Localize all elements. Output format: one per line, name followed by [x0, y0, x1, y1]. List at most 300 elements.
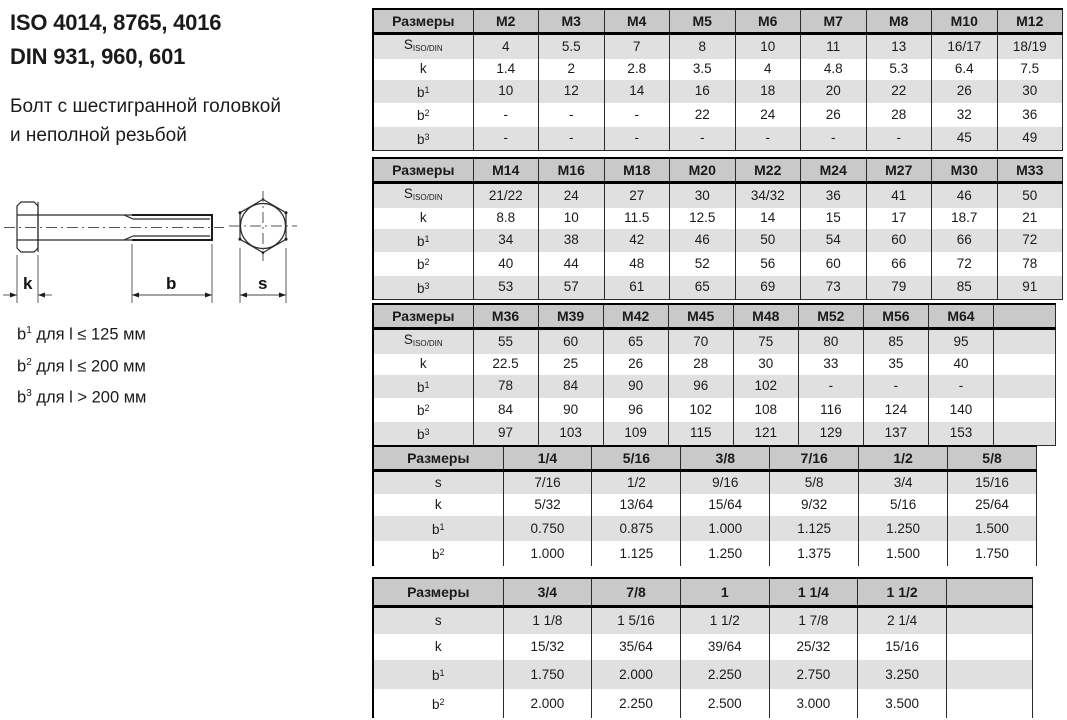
spec-value: 72 [932, 252, 998, 275]
spec-value: 34/32 [735, 183, 801, 209]
empty-header-cell [994, 304, 1056, 329]
empty-cell [947, 660, 1033, 689]
spec-row [373, 471, 1037, 495]
spec-value: 121 [733, 422, 798, 446]
spec-value: 2 1/4 [858, 607, 947, 635]
spec-value: 27 [604, 183, 670, 209]
size-column-header: M14 [473, 158, 539, 183]
row-label: s [434, 475, 442, 490]
spec-value: 39/64 [680, 634, 769, 660]
size-column-header: 7/8 [592, 578, 681, 607]
spec-value: 129 [798, 422, 863, 446]
spec-value: 2.000 [503, 689, 592, 718]
spec-row [373, 354, 1056, 374]
spec-value: 16 [670, 80, 736, 103]
size-column-header: M12 [997, 9, 1063, 34]
spec-value: 1.500 [948, 516, 1037, 541]
spec-table-metric-m36-m64 [372, 303, 1056, 446]
spec-value: - [473, 127, 539, 151]
spec-value: 79 [866, 276, 932, 300]
spec-value: 11.5 [604, 208, 670, 228]
note-b1: $b^1$ для l ≤ 125 мм [17, 325, 146, 344]
spec-value: 72 [997, 229, 1063, 252]
row-label: $S_{ISO/DIN}$ [403, 332, 443, 348]
spec-value: 22 [670, 103, 736, 126]
spec-value: 25 [538, 354, 603, 374]
empty-header-cell [947, 578, 1033, 607]
spec-row [373, 422, 1056, 446]
spec-value: 84 [538, 375, 603, 398]
row-label: $b^2$ [416, 257, 430, 273]
spec-value: 1 1/8 [503, 607, 592, 635]
spec-row [373, 329, 1056, 355]
empty-cell [994, 375, 1056, 398]
empty-cell [994, 354, 1056, 374]
spec-value: 10 [539, 208, 605, 228]
spec-value: 1 5/16 [592, 607, 681, 635]
size-column-header: 1 1/4 [769, 578, 858, 607]
spec-row [373, 208, 1063, 228]
size-column-header: M30 [932, 158, 998, 183]
spec-row [373, 252, 1063, 275]
spec-value: - [798, 375, 863, 398]
spec-row [373, 516, 1037, 541]
spec-value: 0.875 [592, 516, 681, 541]
row-label: $b^2$ [431, 697, 445, 712]
spec-value: 8.8 [473, 208, 539, 228]
subtitle-line-1: Болт с шестигранной головкой [10, 96, 281, 117]
spec-value: 10 [473, 80, 539, 103]
spec-value: 2.500 [680, 689, 769, 718]
spec-value: 1.750 [948, 541, 1037, 566]
spec-value: 85 [863, 329, 928, 355]
spec-value: 3.250 [858, 660, 947, 689]
spec-value: 65 [670, 276, 736, 300]
spec-value: 32 [932, 103, 998, 126]
spec-value: 1 1/2 [680, 607, 769, 635]
size-column-header: 3/4 [503, 578, 592, 607]
size-column-header: M42 [603, 304, 668, 329]
spec-row [373, 80, 1063, 103]
bolt-technical-drawing [0, 182, 330, 310]
size-column-header: M39 [538, 304, 603, 329]
spec-value: 28 [668, 354, 733, 374]
spec-value: 2.8 [604, 59, 670, 79]
spec-value: 140 [928, 398, 993, 421]
spec-value: 36 [801, 183, 867, 209]
spec-value: 73 [801, 276, 867, 300]
spec-value: 2.250 [680, 660, 769, 689]
size-column-header: 3/8 [681, 446, 770, 471]
subtitle-line-2: и неполной резьбой [10, 125, 187, 146]
spec-value: 42 [604, 229, 670, 252]
spec-value: 96 [668, 375, 733, 398]
spec-value: 1.750 [503, 660, 592, 689]
dimension-table [372, 8, 1063, 151]
spec-value: 9/32 [770, 494, 859, 516]
size-column-header: M56 [863, 304, 928, 329]
dimension-k [3, 255, 52, 303]
spec-value: 25/64 [948, 494, 1037, 516]
spec-value: 15/16 [948, 471, 1037, 495]
note-b2: $b^2$ для l ≤ 200 мм [17, 356, 146, 375]
spec-row [373, 398, 1056, 421]
row-label: $b^3$ [416, 280, 430, 296]
spec-table-metric-m14-m33 [372, 157, 1063, 300]
length-notes [17, 317, 146, 412]
spec-value: 16/17 [932, 34, 998, 60]
size-column-header: M45 [668, 304, 733, 329]
spec-value: - [863, 375, 928, 398]
spec-value: - [604, 127, 670, 151]
spec-value: 75 [733, 329, 798, 355]
row-label-header: Размеры [373, 304, 473, 329]
spec-value: 15 [801, 208, 867, 228]
size-column-header: M20 [670, 158, 736, 183]
size-column-header: M16 [539, 158, 605, 183]
spec-row [373, 59, 1063, 79]
spec-value: 78 [997, 252, 1063, 275]
dimension-table [372, 303, 1056, 446]
spec-value: 14 [604, 80, 670, 103]
row-label: s [434, 613, 442, 628]
spec-value: 80 [798, 329, 863, 355]
spec-value: 41 [866, 183, 932, 209]
size-column-header: 1/4 [503, 446, 592, 471]
spec-value: 3.500 [858, 689, 947, 718]
spec-value: 97 [473, 422, 538, 446]
spec-row [373, 541, 1037, 566]
row-label-header: Размеры [373, 578, 503, 607]
spec-value: 95 [928, 329, 993, 355]
row-label: k [419, 356, 427, 372]
row-label: k [434, 639, 442, 654]
spec-value: 2.000 [592, 660, 681, 689]
spec-value: 2.750 [769, 660, 858, 689]
spec-value: 103 [538, 422, 603, 446]
row-label: $b^1$ [416, 379, 430, 395]
spec-value: - [604, 103, 670, 126]
spec-value: 46 [670, 229, 736, 252]
row-label: k [434, 497, 442, 512]
spec-value: 45 [932, 127, 998, 151]
spec-value: 0.750 [503, 516, 592, 541]
size-column-header: M27 [866, 158, 932, 183]
spec-value: 1.500 [859, 541, 948, 566]
spec-value: 48 [604, 252, 670, 275]
row-label-header: Размеры [373, 158, 473, 183]
spec-value: - [735, 127, 801, 151]
row-label: $b^2$ [416, 403, 430, 419]
spec-value: - [801, 127, 867, 151]
size-column-header: M5 [670, 9, 736, 34]
spec-value: 35/64 [592, 634, 681, 660]
spec-value: 24 [539, 183, 605, 209]
spec-value: 18.7 [932, 208, 998, 228]
empty-cell [947, 689, 1033, 718]
spec-value: 12 [539, 80, 605, 103]
empty-cell [947, 607, 1033, 635]
spec-value: 20 [801, 80, 867, 103]
spec-value: 28 [866, 103, 932, 126]
spec-value: 65 [603, 329, 668, 355]
spec-value: 10 [735, 34, 801, 60]
spec-value: 115 [668, 422, 733, 446]
spec-value: 7 [604, 34, 670, 60]
row-label: $b^1$ [416, 233, 430, 249]
spec-value: 46 [932, 183, 998, 209]
spec-value: 13/64 [592, 494, 681, 516]
spec-value: 40 [473, 252, 539, 275]
spec-value: 1.250 [681, 541, 770, 566]
empty-cell [994, 329, 1056, 355]
spec-value: 1.250 [859, 516, 948, 541]
spec-value: 52 [670, 252, 736, 275]
size-column-header: M8 [866, 9, 932, 34]
spec-value: 14 [735, 208, 801, 228]
row-label: $S_{ISO/DIN}$ [403, 37, 443, 53]
row-label: k [419, 210, 427, 226]
spec-value: 17 [866, 208, 932, 228]
spec-value: 91 [997, 276, 1063, 300]
size-column-header: M22 [735, 158, 801, 183]
spec-value: 7.5 [997, 59, 1063, 79]
spec-value: 50 [735, 229, 801, 252]
spec-value: 55 [473, 329, 538, 355]
spec-table-inch-small [372, 445, 1037, 566]
size-column-header: M36 [473, 304, 538, 329]
spec-value: 34 [473, 229, 539, 252]
spec-value: 57 [539, 276, 605, 300]
size-column-header: M7 [801, 9, 867, 34]
spec-value: 7/16 [503, 471, 592, 495]
spec-value: 5/32 [503, 494, 592, 516]
spec-value: - [928, 375, 993, 398]
spec-row [373, 127, 1063, 151]
spec-row [373, 34, 1063, 60]
spec-value: 1.4 [473, 59, 539, 79]
spec-row [373, 607, 1033, 635]
spec-row [373, 183, 1063, 209]
spec-value: 15/64 [681, 494, 770, 516]
spec-value: 4 [473, 34, 539, 60]
spec-row [373, 229, 1063, 252]
spec-value: 78 [473, 375, 538, 398]
spec-value: 69 [735, 276, 801, 300]
spec-value: 44 [539, 252, 605, 275]
row-label: k [419, 61, 427, 77]
spec-value: 1/2 [592, 471, 681, 495]
spec-value: 30 [670, 183, 736, 209]
spec-value: - [866, 127, 932, 151]
spec-value: 26 [932, 80, 998, 103]
spec-value: - [473, 103, 539, 126]
spec-value: 26 [603, 354, 668, 374]
spec-value: 53 [473, 276, 539, 300]
spec-value: 60 [866, 229, 932, 252]
row-label: $S_{ISO/DIN}$ [403, 186, 443, 202]
size-column-header: 1 [680, 578, 769, 607]
spec-value: 153 [928, 422, 993, 446]
row-label: $b^3$ [416, 131, 430, 147]
spec-value: 85 [932, 276, 998, 300]
size-column-header: M18 [604, 158, 670, 183]
size-column-header: 5/8 [948, 446, 1037, 471]
empty-cell [947, 634, 1033, 660]
spec-value: 50 [997, 183, 1063, 209]
spec-value: 70 [668, 329, 733, 355]
spec-value: 18/19 [997, 34, 1063, 60]
size-column-header: M33 [997, 158, 1063, 183]
dim-label-s: s [258, 274, 268, 293]
spec-value: 35 [863, 354, 928, 374]
spec-value: 56 [735, 252, 801, 275]
note-b3: $b^3$ для l > 200 мм [17, 388, 147, 407]
size-column-header: M4 [604, 9, 670, 34]
spec-value: 3.5 [670, 59, 736, 79]
title-line-iso: ISO 4014, 8765, 4016 [10, 10, 222, 35]
spec-value: 24 [735, 103, 801, 126]
spec-row [373, 634, 1033, 660]
spec-value: 22 [866, 80, 932, 103]
empty-cell [994, 422, 1056, 446]
spec-value: 54 [801, 229, 867, 252]
spec-value: 90 [603, 375, 668, 398]
empty-cell [994, 398, 1056, 421]
size-column-header: 7/16 [770, 446, 859, 471]
spec-value: 8 [670, 34, 736, 60]
spec-value: 4.8 [801, 59, 867, 79]
row-label-header: Размеры [373, 446, 503, 471]
dimension-table [372, 577, 1033, 718]
spec-value: 18 [735, 80, 801, 103]
spec-value: 66 [932, 229, 998, 252]
spec-value: 84 [473, 398, 538, 421]
spec-value: 3/4 [859, 471, 948, 495]
spec-value: 2 [539, 59, 605, 79]
spec-value: 25/32 [769, 634, 858, 660]
spec-value: 124 [863, 398, 928, 421]
spec-value: 36 [997, 103, 1063, 126]
spec-value: 3.000 [769, 689, 858, 718]
spec-value: 26 [801, 103, 867, 126]
spec-value: - [539, 103, 605, 126]
size-column-header: 5/16 [592, 446, 681, 471]
spec-value: 5.5 [539, 34, 605, 60]
spec-value: 108 [733, 398, 798, 421]
spec-row [373, 276, 1063, 300]
spec-value: 5/8 [770, 471, 859, 495]
spec-row [373, 375, 1056, 398]
spec-row [373, 103, 1063, 126]
size-column-header: 1 1/2 [858, 578, 947, 607]
spec-value: 21 [997, 208, 1063, 228]
spec-value: 15/16 [858, 634, 947, 660]
spec-value: 96 [603, 398, 668, 421]
size-column-header: M2 [473, 9, 539, 34]
spec-value: 1.125 [592, 541, 681, 566]
row-label: $b^1$ [431, 522, 445, 537]
spec-value: 49 [997, 127, 1063, 151]
spec-value: 38 [539, 229, 605, 252]
row-label: $b^2$ [431, 547, 445, 562]
spec-value: 60 [538, 329, 603, 355]
spec-value: 5.3 [866, 59, 932, 79]
spec-value: 6.4 [932, 59, 998, 79]
spec-value: 116 [798, 398, 863, 421]
spec-row [373, 660, 1033, 689]
spec-value: 9/16 [681, 471, 770, 495]
spec-value: 1.000 [681, 516, 770, 541]
size-column-header: M24 [801, 158, 867, 183]
dimension-table [372, 445, 1037, 566]
spec-value: 61 [604, 276, 670, 300]
spec-table-metric-m2-m12 [372, 8, 1063, 151]
dim-label-b: b [166, 274, 177, 293]
spec-value: - [670, 127, 736, 151]
spec-value: 22.5 [473, 354, 538, 374]
spec-value: 60 [801, 252, 867, 275]
dim-label-k: k [23, 274, 33, 293]
size-column-header: M48 [733, 304, 798, 329]
spec-value: 1.000 [503, 541, 592, 566]
dimension-table [372, 157, 1063, 300]
row-label: $b^1$ [416, 84, 430, 100]
spec-value: 1.125 [770, 516, 859, 541]
spec-value: 66 [866, 252, 932, 275]
spec-value: 30 [997, 80, 1063, 103]
row-label: $b^3$ [416, 426, 430, 442]
size-column-header: M3 [539, 9, 605, 34]
spec-row [373, 494, 1037, 516]
size-column-header: M52 [798, 304, 863, 329]
spec-value: 30 [733, 354, 798, 374]
spec-value: - [539, 127, 605, 151]
spec-row [373, 689, 1033, 718]
size-column-header: M6 [735, 9, 801, 34]
spec-value: 13 [866, 34, 932, 60]
row-label: $b^2$ [416, 108, 430, 124]
bolt-head-end-view [229, 191, 297, 261]
spec-value: 5/16 [859, 494, 948, 516]
spec-value: 11 [801, 34, 867, 60]
spec-value: 1.375 [770, 541, 859, 566]
title-line-din: DIN 931, 960, 601 [10, 44, 186, 69]
spec-value: 109 [603, 422, 668, 446]
document-title [10, 6, 221, 74]
size-column-header: 1/2 [859, 446, 948, 471]
dimension-b [132, 244, 212, 303]
spec-value: 102 [668, 398, 733, 421]
spec-value: 21/22 [473, 183, 539, 209]
spec-value: 4 [735, 59, 801, 79]
document-subtitle [10, 92, 281, 150]
row-label-header: Размеры [373, 9, 473, 34]
spec-value: 90 [538, 398, 603, 421]
spec-value: 12.5 [670, 208, 736, 228]
spec-value: 137 [863, 422, 928, 446]
spec-value: 15/32 [503, 634, 592, 660]
row-label: $b^1$ [431, 668, 445, 683]
spec-value: 33 [798, 354, 863, 374]
spec-value: 40 [928, 354, 993, 374]
spec-table-inch-large [372, 577, 1033, 718]
size-column-header: M64 [928, 304, 993, 329]
spec-value: 102 [733, 375, 798, 398]
spec-value: 2.250 [592, 689, 681, 718]
size-column-header: M10 [932, 9, 998, 34]
spec-value: 1 7/8 [769, 607, 858, 635]
